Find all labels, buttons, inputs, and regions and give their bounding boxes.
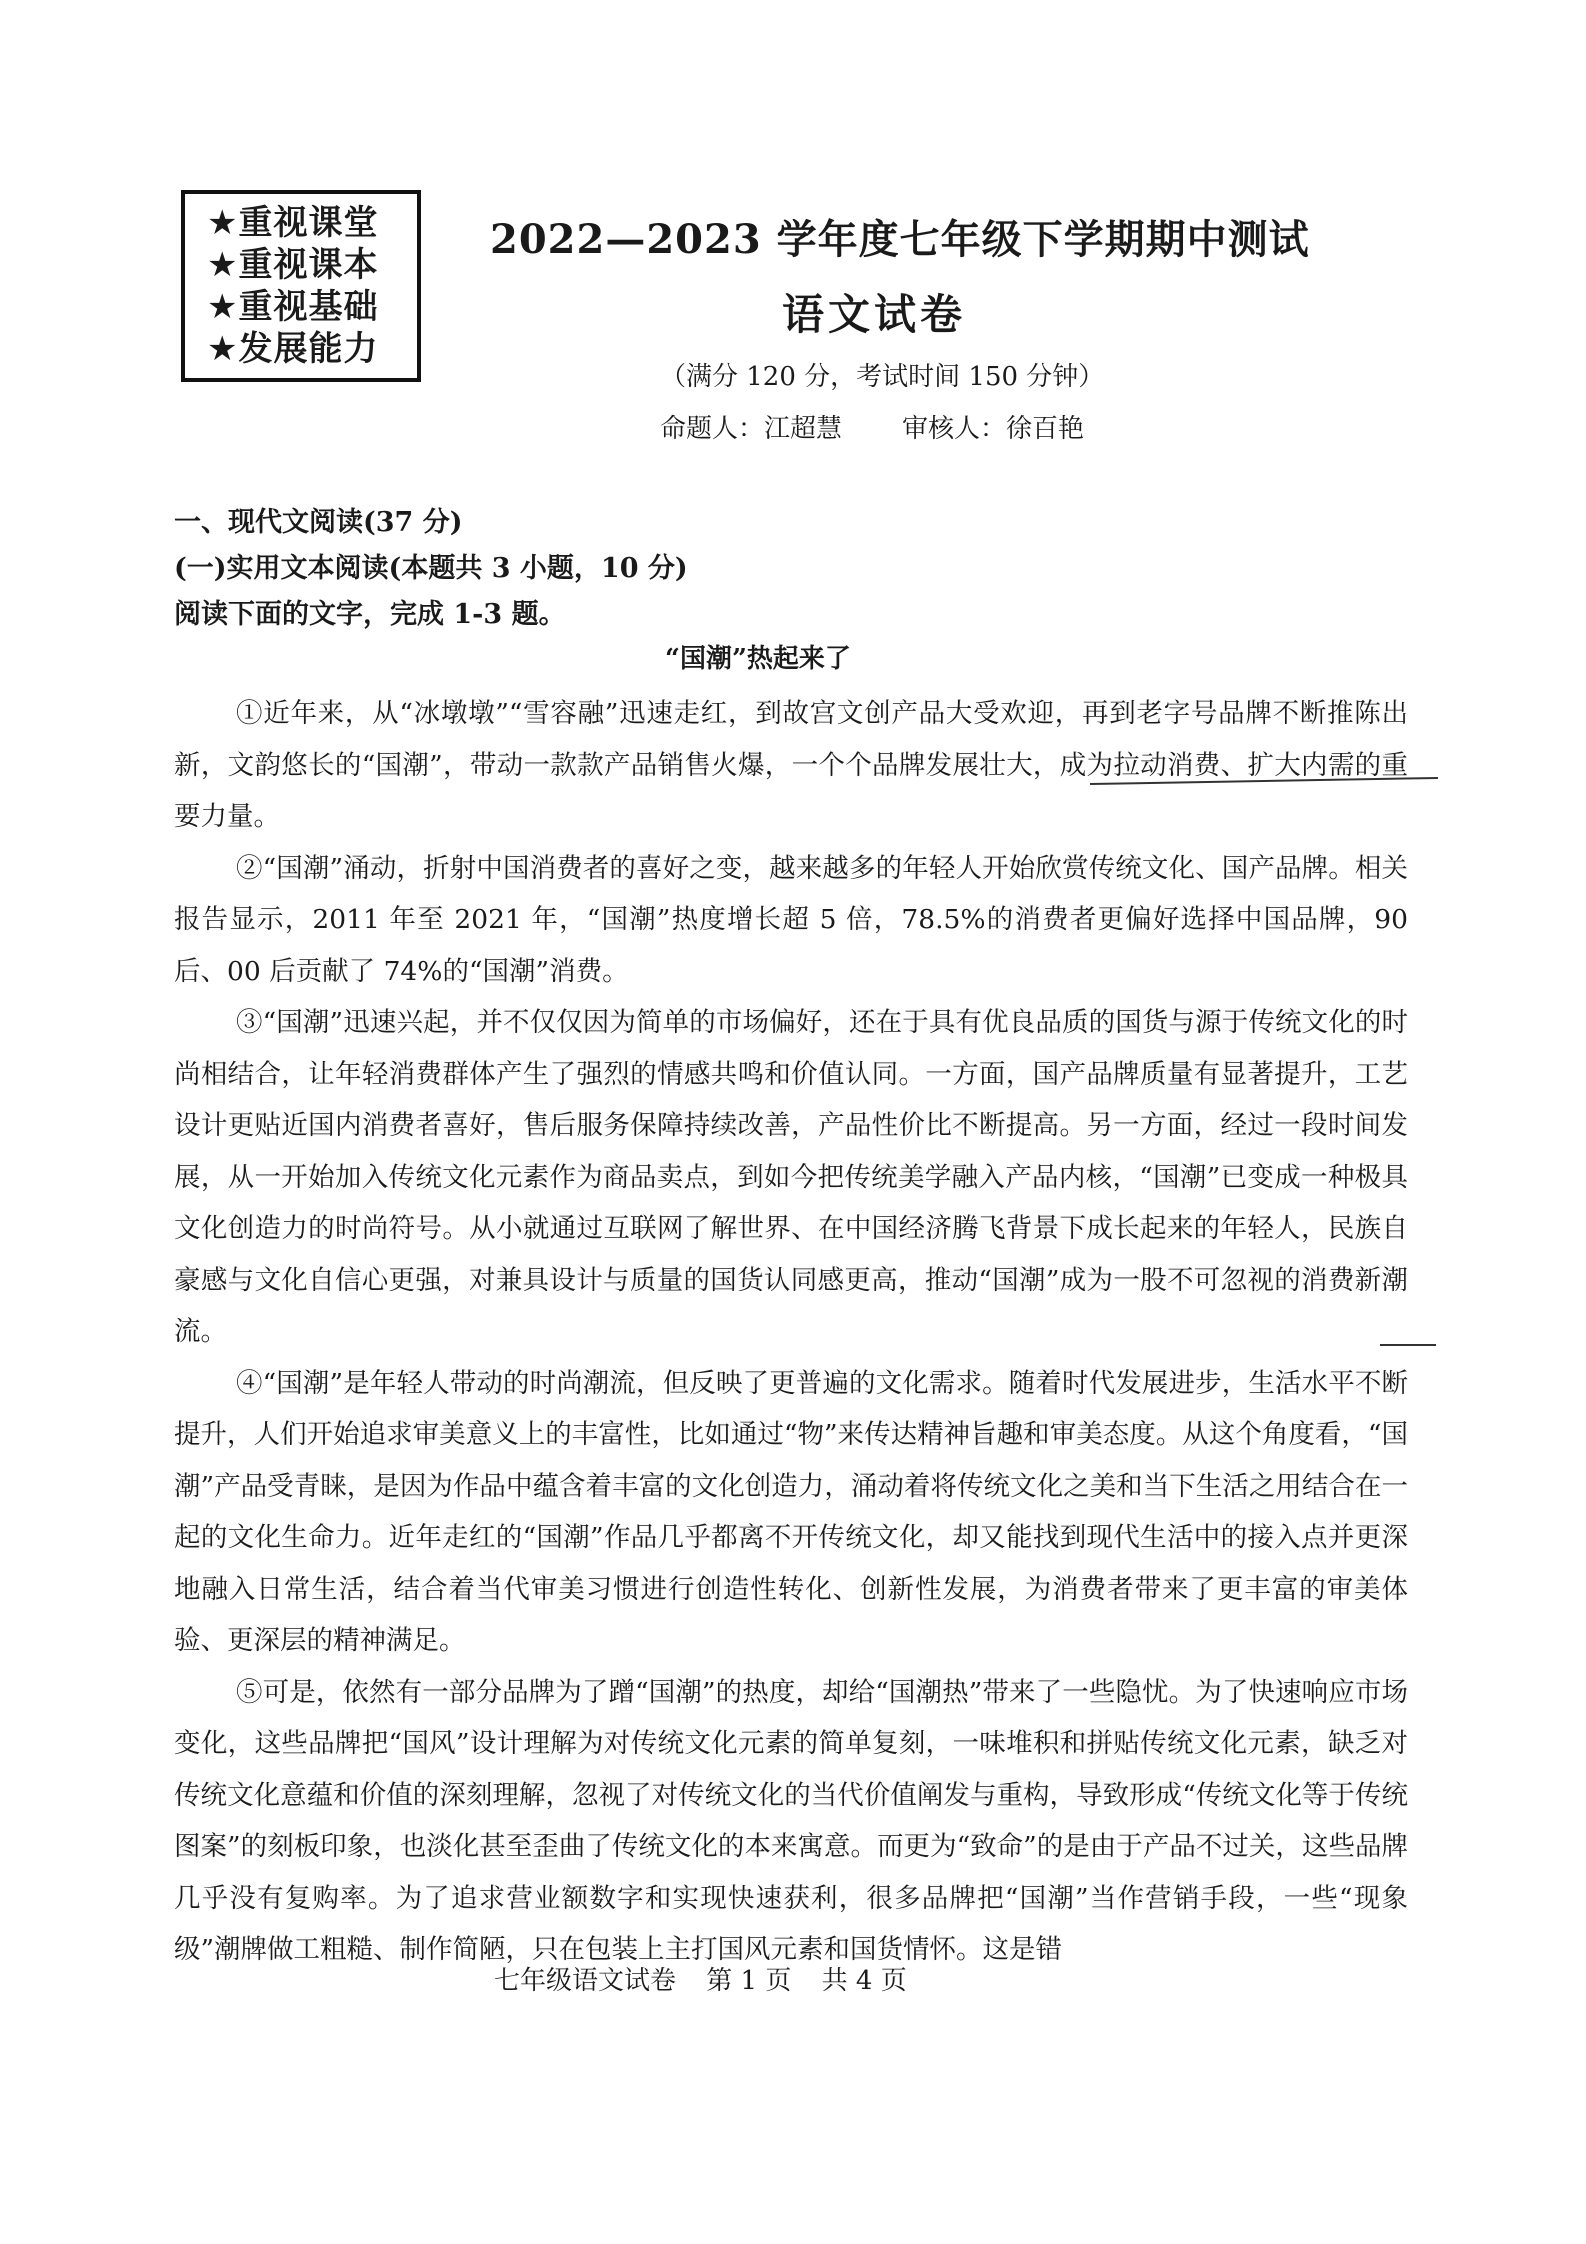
paragraph: ①近年来，从“冰墩墩”“雪容融”迅速走红，到故宫文创产品大受欢迎，再到老字号品牌不断推陈出新，文韵悠长的“国潮”，带动一款款产品销售火爆，一个个品牌发展壮大，成为拉动消费、扩大内需的重要力量。 <box>174 698 1408 832</box>
paragraph: ⑤可是，依然有一部分品牌为了蹭“国潮”的热度，却给“国潮热”带来了一些隐忧。为了快速响应市场变化，这些品牌把“国风”设计理解为对传统文化元素的简单复刻，一味堆积和拼贴传统文化元素，缺乏对传统文化意蕴和价值的深刻理解，忽视了对传统文化的当代价值阐发与重构，导致形成“传统文化等于传统图案”的刻板印象，也淡化甚至歪曲了传统文化的本来寓意。而更为“致命”的是由于产品不过关，这些品牌几乎没有复购率。为了追求营业额数字和实现快速获利，很多品牌把“国潮”当作营销手段，一些“现象级”潮牌做工粗糙、制作简陋，只在包装上主打国风元素和国货情怀。这是错 <box>174 1676 1408 1965</box>
exam-meta: （满分 120 分，考试时间 150 分钟） <box>660 362 1105 392</box>
article-body <box>174 688 1408 1976</box>
footer-total: 共 4 页 <box>821 1966 907 1996</box>
exam-authors <box>660 408 1084 445</box>
handwritten-underline <box>1380 1344 1436 1346</box>
paragraph: ③“国潮”迅速兴起，并不仅仅因为简单的市场偏好，还在于具有优良品质的国货与源于传统文化的时尚相结合，让年轻消费群体产生了强烈的情感共鸣和价值认同。一方面，国产品牌质量有显著提升，工艺设计更贴近国内消费者喜好，售后服务保障持续改善，产品性价比不断提高。另一方面，经过一段时间发展，从一开始加入传统文化元素作为商品卖点，到如今把传统美学融入产品内核，“国潮”已变成一种极具文化创造力的时尚符号。从小就通过互联网了解世界、在中国经济腾飞背景下成长起来的年轻人，民族自豪感与文化自信心更强，对兼具设计与质量的国货认同感更高，推动“国潮”成为一股不可忽视的消费新潮流。 <box>174 1007 1408 1347</box>
motto-line: ★重视课本 <box>207 245 379 285</box>
motto-line: ★重视课堂 <box>207 203 379 243</box>
footer-exam-name: 七年级语文试卷 <box>494 1966 677 1996</box>
reading-instruction: 阅读下面的文字，完成 1-3 题。 <box>174 599 566 630</box>
article-title: “国潮”热起来了 <box>665 644 851 674</box>
page-footer <box>494 1960 929 1997</box>
subsection-heading: (一)实用文本阅读(本题共 3 小题，10 分) <box>174 553 688 584</box>
footer-page: 第 1 页 <box>706 1966 792 1996</box>
reviewer: 审核人：徐百艳 <box>902 414 1085 444</box>
motto-stamp <box>181 190 421 382</box>
section-heading: 一、现代文阅读(37 分) <box>174 507 463 538</box>
motto-line: ★重视基础 <box>207 287 379 327</box>
paragraph: ②“国潮”涌动，折射中国消费者的喜好之变，越来越多的年轻人开始欣赏传统文化、国产品牌。相关报告显示，2011 年至 2021 年，“国潮”热度增长超 5 倍，78.5%的消费者更偏好选择中国品牌，90 后、00 后贡献了 74%的“国潮”消费。 <box>174 852 1408 987</box>
motto-line: ★发展能力 <box>207 329 379 369</box>
exam-title: 2022—2023 学年度七年级下学期期中测试 <box>490 216 1310 263</box>
paragraph: ④“国潮”是年轻人带动的时尚潮流，但反映了更普遍的文化需求。随着时代发展进步，生活水平不断提升，人们开始追求审美意义上的丰富性，比如通过“物”来传达精神旨趣和审美态度。从这个角度看，“国潮”产品受青睐，是因为作品中蕴含着丰富的文化创造力，涌动着将传统文化之美和当下生活之用结合在一起的文化生命力。近年走红的“国潮”作品几乎都离不开传统文化，却又能找到现代生活中的接入点并更深地融入日常生活，结合着当代审美习惯进行创造性转化、创新性发展，为消费者带来了更丰富的审美体验、更深层的精神满足。 <box>174 1367 1409 1656</box>
exam-subtitle: 语文试卷 <box>782 290 967 339</box>
author: 命题人：江超慧 <box>660 414 843 444</box>
